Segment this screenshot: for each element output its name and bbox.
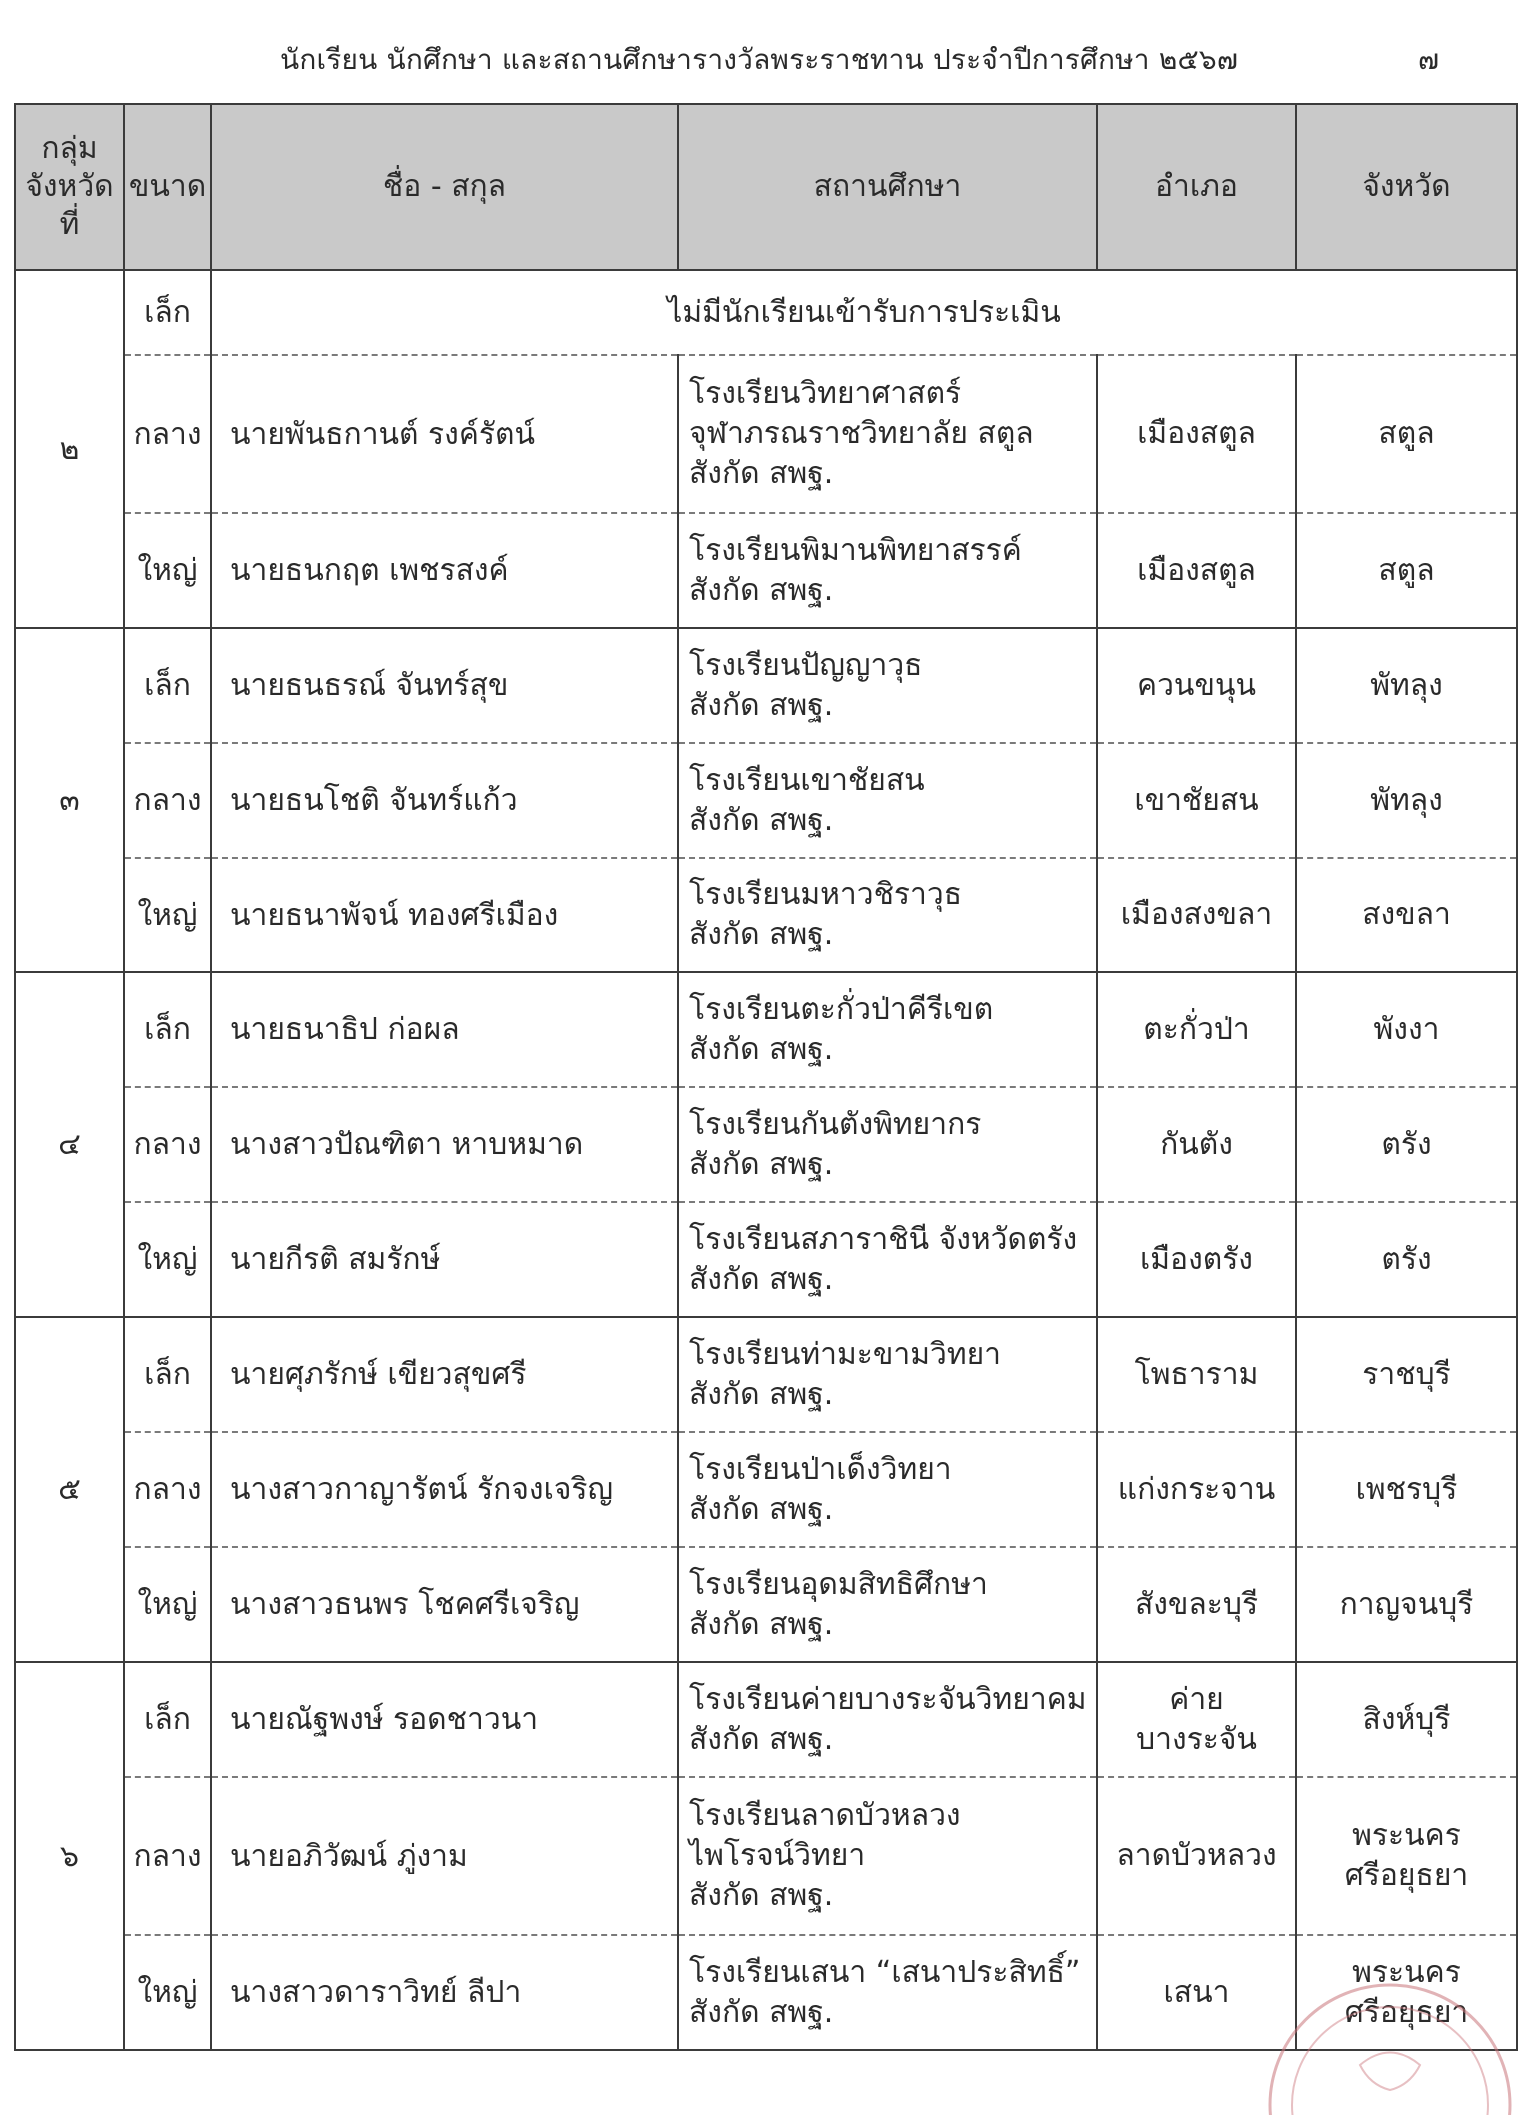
- school-line: โรงเรียนป่าเด็งวิทยา: [689, 1451, 952, 1487]
- student-name-cell: นายศุภรักษ์ เขียวสุขศรี: [211, 1317, 678, 1432]
- school-line: โรงเรียนตะกั่วป่าคีรีเขต: [689, 991, 994, 1027]
- table-row: [15, 628, 1517, 743]
- school-line: โรงเรียนพิมานพิทยาสรรค์: [689, 532, 1022, 568]
- school-line: โรงเรียนวิทยาศาสตร์: [689, 376, 962, 411]
- student-name-cell: นายกีรติ สมรักษ์: [211, 1202, 678, 1317]
- district-line: เสนา: [1163, 1974, 1230, 2010]
- header-group-line2: จังหวัด: [25, 169, 114, 204]
- province-cell: [1296, 628, 1517, 743]
- school-line: สังกัด สพฐ.: [689, 1994, 834, 2030]
- province-cell: [1296, 858, 1517, 972]
- province-line: ศรีอยุธยา: [1344, 1994, 1469, 2030]
- province-line: สตูล: [1378, 552, 1435, 588]
- size-cell: กลาง: [124, 1087, 211, 1202]
- student-name-cell: นายพันธกานต์ รงค์รัตน์: [211, 355, 678, 513]
- district-line: สังขละบุรี: [1134, 1586, 1259, 1622]
- awards-table: [14, 103, 1518, 2051]
- size-cell: กลาง: [124, 1777, 211, 1935]
- school-line: โรงเรียนกันตังพิทยากร: [689, 1106, 982, 1142]
- table-header-row: [15, 104, 1517, 270]
- province-cell: [1296, 1777, 1517, 1935]
- district-line: เมืองสตูล: [1137, 552, 1256, 588]
- school-line: โรงเรียนปัญญาวุธ: [689, 647, 923, 683]
- district-cell: [1097, 1777, 1296, 1935]
- province-line: พัทลุง: [1370, 782, 1443, 818]
- school-cell: [678, 1202, 1097, 1317]
- province-cell: [1296, 1202, 1517, 1317]
- document-title: นักเรียน นักศึกษา และสถานศึกษารางวัลพระราชทาน ประจำปีการศึกษา ๒๕๖๗: [280, 43, 1239, 76]
- school-line: โรงเรียนท่ามะขามวิทยา: [689, 1336, 1002, 1372]
- school-cell: [678, 1662, 1097, 1777]
- province-cell: [1296, 972, 1517, 1087]
- province-cell: [1296, 513, 1517, 628]
- student-name-cell: นางสาวดาราวิทย์ ลีปา: [211, 1935, 678, 2050]
- district-cell: [1097, 1432, 1296, 1547]
- district-line: ค่าย: [1169, 1681, 1224, 1717]
- table-row: [15, 1935, 1517, 2050]
- table-row: [15, 355, 1517, 513]
- table-row: [15, 858, 1517, 972]
- header-name: ชื่อ - สกุล: [211, 104, 678, 270]
- school-line: จุฬาภรณราชวิทยาลัย สตูล: [689, 416, 1034, 451]
- table-row: [15, 270, 1517, 355]
- district-cell: [1097, 858, 1296, 972]
- school-line: โรงเรียนค่ายบางระจันวิทยาคม: [689, 1681, 1087, 1717]
- district-line: เขาชัยสน: [1134, 782, 1259, 818]
- district-cell: [1097, 972, 1296, 1087]
- province-line: เพชรบุรี: [1355, 1471, 1458, 1507]
- province-cell: [1296, 1317, 1517, 1432]
- table-row: [15, 1777, 1517, 1935]
- province-cell: [1296, 1547, 1517, 1662]
- school-cell: [678, 628, 1097, 743]
- group-number-cell: ๕: [15, 1317, 124, 1662]
- student-name-cell: นายธนาพัจน์ ทองศรีเมือง: [211, 858, 678, 972]
- district-line: เมืองตรัง: [1140, 1241, 1253, 1277]
- size-cell: ใหญ่: [124, 1202, 211, 1317]
- school-line: โรงเรียนสภาราชินี จังหวัดตรัง: [689, 1221, 1078, 1257]
- table-row: [15, 513, 1517, 628]
- student-name-cell: นายธนโชติ จันทร์แก้ว: [211, 743, 678, 858]
- group-number-cell: ๓: [15, 628, 124, 972]
- school-line: โรงเรียนเขาชัยสน: [689, 762, 925, 798]
- size-cell: ใหญ่: [124, 858, 211, 972]
- district-cell: [1097, 1547, 1296, 1662]
- school-cell: [678, 743, 1097, 858]
- header-size: ขนาด: [124, 104, 211, 270]
- no-student-note: ไม่มีนักเรียนเข้ารับการประเมิน: [211, 270, 1517, 355]
- table-row: [15, 1432, 1517, 1547]
- size-cell: ใหญ่: [124, 1547, 211, 1662]
- school-line: สังกัด สพฐ.: [689, 456, 834, 491]
- student-name-cell: นางสาวธนพร โชคศรีเจริญ: [211, 1547, 678, 1662]
- district-line: เมืองสตูล: [1137, 416, 1256, 451]
- header-province: จังหวัด: [1296, 104, 1517, 270]
- school-line: สังกัด สพฐ.: [689, 1721, 834, 1757]
- school-cell: [678, 1777, 1097, 1935]
- province-line: สิงห์บุรี: [1362, 1701, 1451, 1737]
- district-cell: [1097, 513, 1296, 628]
- school-cell: [678, 513, 1097, 628]
- page-number: ๗: [1418, 43, 1440, 76]
- school-cell: [678, 858, 1097, 972]
- province-line: ศรีอยุธยา: [1344, 1858, 1469, 1893]
- school-line: สังกัด สพฐ.: [689, 1491, 834, 1527]
- size-cell: เล็ก: [124, 1662, 211, 1777]
- table-row: [15, 743, 1517, 858]
- table-body: [15, 270, 1517, 2050]
- school-cell: [678, 355, 1097, 513]
- district-cell: [1097, 1662, 1296, 1777]
- school-cell: [678, 1432, 1097, 1547]
- student-name-cell: นางสาวปัณฑิตา หาบหมาด: [211, 1087, 678, 1202]
- province-cell: [1296, 1087, 1517, 1202]
- province-cell: [1296, 355, 1517, 513]
- district-line: โพธาราม: [1134, 1356, 1259, 1392]
- table-row: [15, 1317, 1517, 1432]
- province-line: พังงา: [1373, 1011, 1440, 1047]
- header-school: สถานศึกษา: [678, 104, 1097, 270]
- school-line: สังกัด สพฐ.: [689, 1376, 834, 1412]
- province-line: กาญจนบุรี: [1339, 1586, 1474, 1622]
- district-cell: [1097, 628, 1296, 743]
- district-line: เมืองสงขลา: [1120, 897, 1273, 932]
- district-cell: [1097, 743, 1296, 858]
- district-cell: [1097, 1935, 1296, 2050]
- district-line: แก่งกระจาน: [1117, 1471, 1276, 1507]
- district-cell: [1097, 1202, 1296, 1317]
- district-cell: [1097, 1317, 1296, 1432]
- student-name-cell: นายณัฐพงษ์ รอดชาวนา: [211, 1662, 678, 1777]
- group-number-cell: ๖: [15, 1662, 124, 2050]
- district-cell: [1097, 1087, 1296, 1202]
- page-header: [0, 30, 1536, 90]
- size-cell: เล็ก: [124, 972, 211, 1087]
- school-line: สังกัด สพฐ.: [689, 572, 834, 608]
- size-cell: เล็ก: [124, 1317, 211, 1432]
- header-district: อำเภอ: [1097, 104, 1296, 270]
- header-group-line1: กลุ่ม: [41, 131, 98, 166]
- province-cell: [1296, 1935, 1517, 2050]
- school-line: สังกัด สพฐ.: [689, 1031, 834, 1067]
- school-cell: [678, 1547, 1097, 1662]
- table-row: [15, 1662, 1517, 1777]
- size-cell: กลาง: [124, 743, 211, 858]
- school-line: สังกัด สพฐ.: [689, 1261, 834, 1297]
- size-cell: กลาง: [124, 355, 211, 513]
- school-line: สังกัด สพฐ.: [689, 1878, 834, 1913]
- size-cell: กลาง: [124, 1432, 211, 1547]
- header-group: [15, 104, 124, 270]
- province-line: ตรัง: [1381, 1126, 1432, 1162]
- school-cell: [678, 1087, 1097, 1202]
- table-row: [15, 1202, 1517, 1317]
- group-number-cell: ๔: [15, 972, 124, 1317]
- province-cell: [1296, 1432, 1517, 1547]
- school-cell: [678, 972, 1097, 1087]
- group-number-cell: ๒: [15, 270, 124, 628]
- province-line: พัทลุง: [1370, 667, 1443, 703]
- student-name-cell: นายธนาธิป ก่อผล: [211, 972, 678, 1087]
- province-line: พระนคร: [1352, 1954, 1461, 1990]
- district-line: ตะกั่วป่า: [1143, 1011, 1250, 1047]
- province-cell: [1296, 1662, 1517, 1777]
- school-cell: [678, 1935, 1097, 2050]
- school-line: สังกัด สพฐ.: [689, 1606, 834, 1642]
- school-line: สังกัด สพฐ.: [689, 687, 834, 723]
- school-line: สังกัด สพฐ.: [689, 917, 834, 952]
- size-cell: เล็ก: [124, 628, 211, 743]
- province-line: ราชบุรี: [1362, 1356, 1451, 1392]
- province-cell: [1296, 743, 1517, 858]
- province-line: พระนคร: [1352, 1818, 1461, 1853]
- district-cell: [1097, 355, 1296, 513]
- student-name-cell: นายธนกฤต เพชรสงค์: [211, 513, 678, 628]
- size-cell: เล็ก: [124, 270, 211, 355]
- size-cell: ใหญ่: [124, 513, 211, 628]
- district-line: ควนขนุน: [1137, 667, 1256, 703]
- school-cell: [678, 1317, 1097, 1432]
- province-line: สงขลา: [1362, 897, 1451, 932]
- school-line: โรงเรียนเสนา “เสนาประสิทธิ์”: [689, 1954, 1081, 1990]
- school-line: ไพโรจน์วิทยา: [689, 1838, 866, 1873]
- province-line: สตูล: [1378, 416, 1435, 451]
- header-group-line3: ที่: [59, 207, 80, 242]
- student-name-cell: นางสาวกาญารัตน์ รักจงเจริญ: [211, 1432, 678, 1547]
- school-line: โรงเรียนอุดมสิทธิศึกษา: [689, 1566, 988, 1602]
- student-name-cell: นายธนธรณ์ จันทร์สุข: [211, 628, 678, 743]
- table-row: [15, 1547, 1517, 1662]
- school-line: โรงเรียนลาดบัวหลวง: [689, 1798, 961, 1833]
- school-line: สังกัด สพฐ.: [689, 802, 834, 838]
- school-line: โรงเรียนมหาวชิราวุธ: [689, 877, 963, 912]
- district-line: บางระจัน: [1136, 1721, 1257, 1757]
- size-cell: ใหญ่: [124, 1935, 211, 2050]
- school-line: สังกัด สพฐ.: [689, 1146, 834, 1182]
- province-line: ตรัง: [1381, 1241, 1432, 1277]
- table-row: [15, 1087, 1517, 1202]
- district-line: กันตัง: [1160, 1126, 1233, 1162]
- district-line: ลาดบัวหลวง: [1116, 1838, 1277, 1873]
- table-row: [15, 972, 1517, 1087]
- student-name-cell: นายอภิวัฒน์ ภู่งาม: [211, 1777, 678, 1935]
